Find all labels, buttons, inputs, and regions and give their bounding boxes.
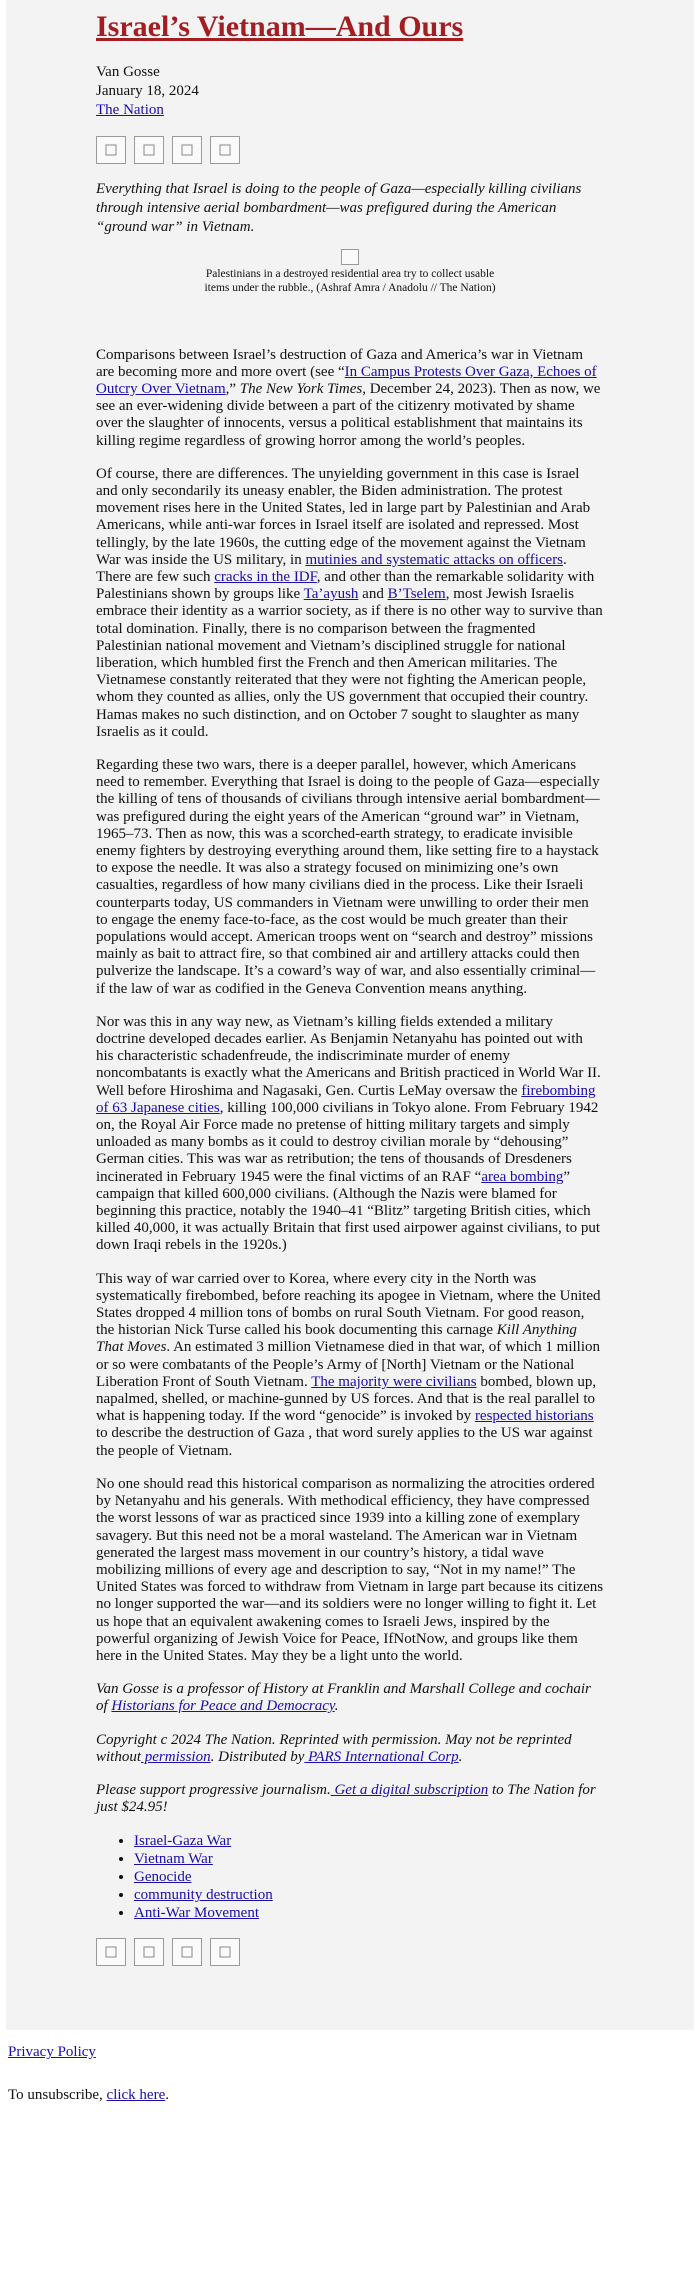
link-mutinies[interactable]: mutinies and systematic attacks on officers: [305, 551, 564, 568]
list-item: [134, 1904, 604, 1922]
publication-link[interactable]: The Nation: [96, 101, 164, 118]
facebook-icon[interactable]: [96, 1938, 126, 1966]
paragraph-4: Nor was this in any way new, as Vietnam’s killing fields extended a military doctrine developed decades earlier. As Benjamin Netanyahu has pointed out with his characteristic schadenfreude, the indiscriminate murder of enemy noncombatants is exactly what the Americans and British practiced in World War II. Well before Hiroshima and Nagasaki, Gen. Curtis LeMay oversaw the firebombing of 63 Japanese cities, killing 100,000 civilians in Tokyo alone. From February 1942 on, the Royal Air Force made no pretense of hitting military targets and simply unloaded as many bombs as it could to destroy civilian morale by “dehousing” German cities. This was war as retribution; the tens of thousands of Dresdeners incinerated in February 1945 were the final victims of an RAF “area bombing” campaign that killed 600,000 civilians. (Although the Nazis were blamed for beginning this practice, notably the 1940–41 “Blitz” targeting British cities, which killed 40,000, it was actually Britain that first used airpower against civilians, to put down Iraqi rebels in the 1920s.): [96, 1013, 601, 1254]
author-bio: Van Gosse is a professor of History at Franklin and Marshall College and cochair of Historians for Peace and Democracy.: [96, 1681, 591, 1715]
link-digital-subscription[interactable]: Get a digital subscription: [330, 1781, 489, 1798]
facebook-icon[interactable]: [96, 136, 126, 164]
photo-figure: [195, 249, 505, 295]
link-hpad[interactable]: Historians for Peace and Democracy: [111, 1698, 335, 1715]
article-dek: Everything that Israel is doing to the people of Gaza—especially killing civilians through intensive aerial bombardment—was prefigured during the American “ground war” in Vietnam.: [96, 180, 582, 235]
photo-caption: Palestinians in a destroyed residential area try to collect usable items under the rubble., (Ashraf Amra / Anadolu // The Nation): [204, 267, 496, 294]
paragraph-2: Of course, there are differences. The unyielding government in this case is Israel and only secondarily its uneasy enabler, the Biden administration. The protest movement rises here in the United States, led in large part by Palestinian and Arab Americans, while anti-war forces in Israel itself are isolated and repressed. Most tellingly, by the late 1960s, the cutting edge of the movement against the Vietnam War was inside the US military, in mutinies and systematic attacks on officers. There are few such cracks in the IDF, and other than the remarkable solidarity with Palestinians shown by groups like Ta’ayush and B’Tselem, most Jewish Israelis embrace their identity as a warrior society, as if there is no other way to survive than total domination. Finally, there is no comparison between the fragmented Palestinian national movement and Vietnam’s disciplined struggle for national liberation, which humbled first the French and then American militaries. The Vietnamese constantly reiterated that they were not fighting the American people, whom they counted as allies, only the US government that occupied their country. Hamas makes no such distinction, and on October 7 sought to slaughter as many Israelis as it could.: [96, 465, 603, 740]
email-footer: [0, 2030, 700, 2144]
link-pars[interactable]: PARS International Corp: [304, 1748, 459, 1765]
twitter-icon[interactable]: [134, 136, 164, 164]
paragraph-3: Regarding these two wars, there is a deeper parallel, however, which Americans need to remember. Everything that Israel is doing to the people of Gaza—especially the killing of tens of thousands of civilians through intensive aerial bombardment—was prefigured during the eight years of the American “ground war” in Vietnam, 1965–73. Then as now, this was a scorched-earth strategy, to eradicate invisible enemy fighters by destroying everything around them, like setting fire to a haystack to expose the needle. It was also a strategy focused on minimizing one’s own casualties, regardless of how many civilians died in the process. Like their Israeli counterparts today, US commanders in Vietnam were unwilling to order their men to engage the enemy face-to-face, as the cost would be much greater than their populations would accept. American troops went on “search and destroy” missions mainly as bait to attract fire, so that combined air and artillery attacks could then pulverize the landscape. It’s a coward’s way of war, and also essentially criminal—if the law of war as codified in the Geneva Convention means anything.: [96, 756, 600, 997]
link-btselem[interactable]: B’Tselem: [387, 586, 446, 603]
paragraph-5: This way of war carried over to Korea, where every city in the North was systematically firebombed, before reaching its apogee in Vietnam, where the United States dropped 4 million tons of bombs on rural South Vietnam. For good reason, the historian Nick Turse called his book documenting this carnage Kill Anything That Moves. An estimated 3 million Vietnamese died in that war, of which 1 million or so were combatants of the People’s Army of [North] Vietnam or the National Liberation Front of South Vietnam. The majority were civilians bombed, blown up, napalmed, shelled, or machine-gunned by US forces. And that is the real parallel to what is happening today. If the word “genocide” is invoked by respected historians to describe the destruction of Gaza , that word surely applies to the US war against the people of Vietnam.: [96, 1270, 601, 1459]
tag-israel-gaza-war[interactable]: Israel-Gaza War: [134, 1833, 232, 1850]
link-nyt-campus-protests[interactable]: In Campus Protests Over Gaza, Echoes of Outcry Over Vietnam: [96, 363, 597, 397]
tag-vietnam-war[interactable]: Vietnam War: [134, 1851, 213, 1868]
link-firebombing[interactable]: firebombing of 63 Japanese cities: [96, 1082, 596, 1116]
copyright-notice: Copyright c 2024 The Nation. Reprinted with permission. May not be reprinted without permission. Distributed by PARS International Corp.: [96, 1731, 572, 1765]
article-title[interactable]: Israel’s Vietnam—And Ours: [96, 10, 464, 43]
publish-date: January 18, 2024: [96, 82, 199, 99]
article-container: [6, 0, 694, 2030]
paragraph-6: No one should read this historical comparison as normalizing the atrocities ordered by Netanyahu and his generals. With methodical efficiency, they have compressed the worst lessons of war as practiced since 1939 into a killing zone of exemplary savagery. But this need not be a moral wasteland. The American war in Vietnam generated the largest mass movement in our country’s history, a tidal wave mobilizing millions of every age and description to say, “Not in my name!” The United States was forced to withdraw from Vietnam in large part because its citizens no longer supported the war—and its soldiers were no longer willing to fight it. Let us hope that an equivalent awakening comes to Israeli Jews, inspired by the powerful organizing of Jewish Voice for Peace, IfNotNow, and groups like them here in the United States. May they be a light unto the world.: [96, 1475, 604, 1664]
linkedin-icon[interactable]: [172, 136, 202, 164]
share-bar: [96, 136, 604, 164]
link-majority-civilians[interactable]: The majority were civilians: [311, 1373, 477, 1390]
link-taayush[interactable]: Ta’ayush: [303, 586, 359, 603]
tag-list: [96, 1832, 604, 1922]
tag-anti-war-movement[interactable]: Anti-War Movement: [134, 1905, 260, 1922]
broken-image-icon: [341, 249, 359, 265]
unsubscribe-link[interactable]: click here: [106, 2087, 166, 2104]
author-name: Van Gosse: [96, 63, 160, 80]
twitter-icon[interactable]: [134, 1938, 164, 1966]
link-respected-historians[interactable]: respected historians: [474, 1408, 594, 1425]
source-nyt: The New York Times: [239, 380, 363, 397]
link-cracks-idf[interactable]: cracks in the IDF: [214, 568, 317, 585]
support-notice: Please support progressive journalism. Get a digital subscription to The Nation for just $24.95!: [96, 1781, 596, 1816]
tag-genocide[interactable]: Genocide: [134, 1869, 192, 1886]
byline-block: [96, 63, 604, 120]
privacy-policy-link[interactable]: Privacy Policy: [8, 2044, 96, 2061]
list-item: [134, 1868, 604, 1886]
book-title: Kill Anything That Moves: [96, 1322, 577, 1356]
list-item: [134, 1850, 604, 1868]
paragraph-1: Comparisons between Israel’s destruction of Gaza and America’s war in Vietnam are becoming more and more overt (see “In Campus Protests Over Gaza, Echoes of Outcry Over Vietnam,” The New York Times, December 24, 2023). Then as now, we see an ever-widening divide between a part of the citizenry motivated by shame over the slaughter of innocents, versus a political establishment that maintains its killing regime regardless of growing horror among the world’s peoples.: [96, 346, 601, 449]
email-icon[interactable]: [210, 136, 240, 164]
link-permission[interactable]: permission: [141, 1748, 211, 1765]
link-area-bombing[interactable]: area bombing: [481, 1168, 564, 1185]
linkedin-icon[interactable]: [172, 1938, 202, 1966]
share-bar-bottom: [96, 1938, 604, 1966]
tag-community-destruction[interactable]: community destruction: [134, 1887, 273, 1904]
list-item: [134, 1832, 604, 1850]
email-icon[interactable]: [210, 1938, 240, 1966]
list-item: [134, 1886, 604, 1904]
unsubscribe-line: To unsubscribe, click here.: [8, 2087, 169, 2104]
